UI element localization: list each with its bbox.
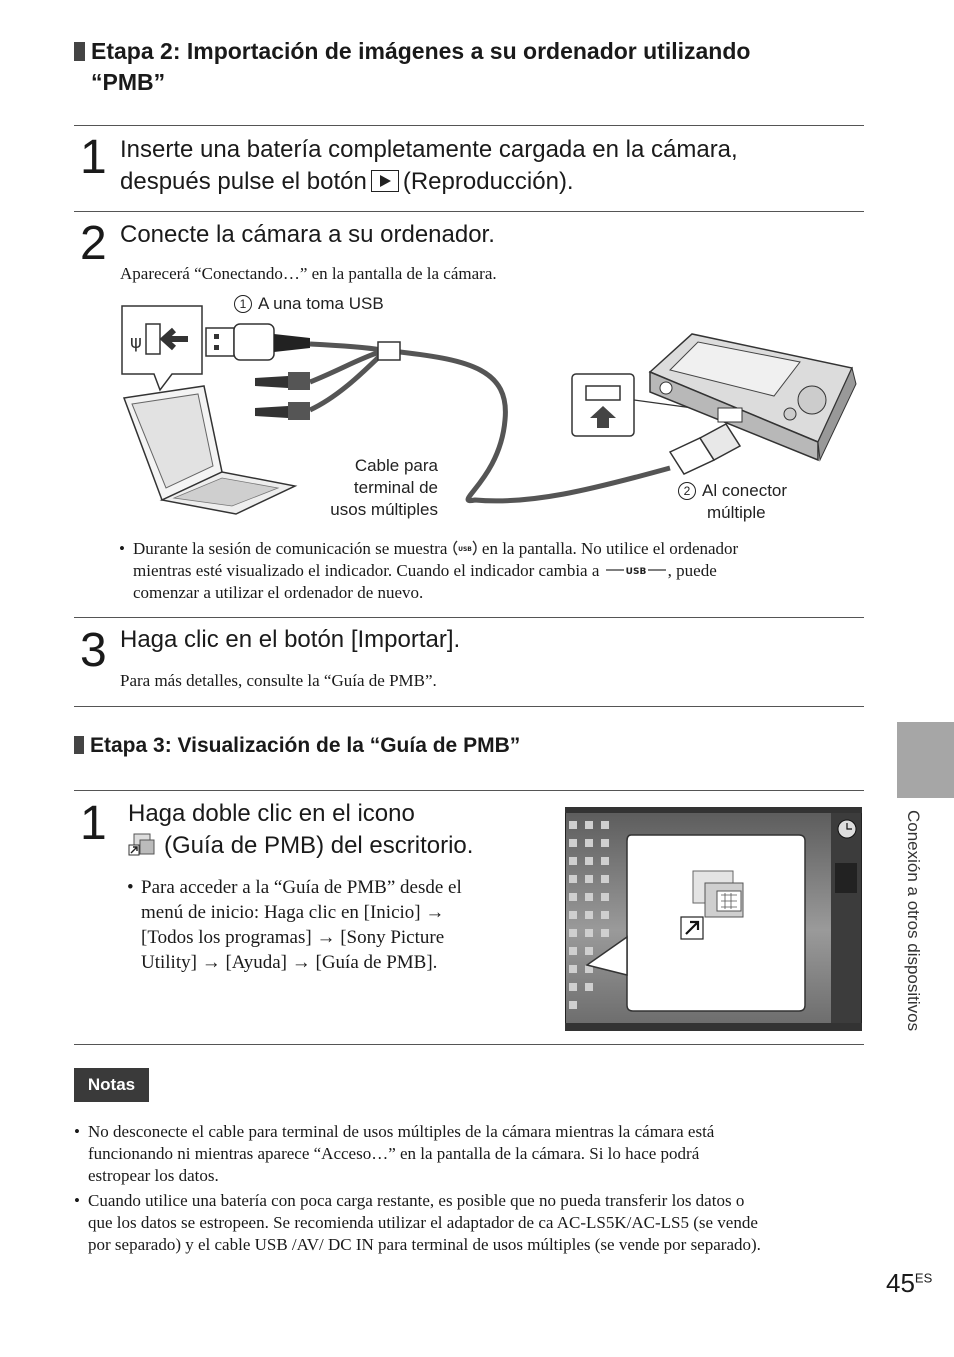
usb-plug bbox=[206, 324, 310, 360]
svg-text:ψ: ψ bbox=[130, 332, 142, 353]
connector-label: 2 Al conector múltiple bbox=[678, 480, 787, 524]
av-plugs bbox=[255, 372, 310, 420]
notes-label: Notas bbox=[74, 1068, 149, 1102]
step-title: Haga clic en el botón [Importar]. bbox=[120, 626, 461, 653]
svg-text:USB: USB bbox=[625, 567, 646, 577]
svg-text:USB: USB bbox=[457, 546, 472, 553]
step-number: 2 bbox=[80, 217, 107, 270]
step-number: 1 bbox=[80, 131, 107, 184]
step-description: Aparecerá “Conectando…” en la pantalla de la cámara. bbox=[120, 264, 497, 283]
start-menu-note: • Para acceder a la “Guía de PMB” desde el menú de inicio: Haga clic en [Inicio] → [Todos los programas] → [Sony Picture Utility] → [Ayuda] → [Guía de PMB]. bbox=[127, 877, 462, 973]
playback-button-icon bbox=[371, 170, 399, 192]
step-number: 3 bbox=[80, 624, 107, 677]
note-item: • No desconecte el cable para terminal de usos múltiples de la cámara mientras la cámara está funcionando ni mientras aparece “Acceso…” en la pantalla de la cámara. Si lo hace podrá estropear los datos. bbox=[74, 1122, 715, 1185]
step-number: 1 bbox=[80, 797, 107, 850]
sidebar-section-title: Conexión a otros dispositivos bbox=[904, 810, 923, 1032]
section-heading: Etapa 2: Importación de imágenes a su ordenador utilizando “PMB” bbox=[74, 36, 750, 98]
divider bbox=[74, 1044, 864, 1045]
usb-idle-icon bbox=[604, 563, 668, 577]
divider bbox=[74, 706, 864, 707]
laptop bbox=[124, 386, 295, 514]
divider bbox=[74, 211, 864, 212]
page-number: $45^{ES}$ bbox=[886, 1268, 933, 1298]
divider bbox=[74, 617, 864, 618]
multi-connector-plug bbox=[670, 424, 740, 474]
step-title: Conecte la cámara a su ordenador. bbox=[120, 221, 495, 248]
usb-callout bbox=[122, 306, 202, 390]
desktop-screenshot bbox=[565, 807, 862, 1031]
step-text: Inserte una batería completamente cargada en la cámara, después pulse el botón (Reproducción). bbox=[120, 136, 738, 195]
square-bullet-icon bbox=[74, 736, 84, 754]
communication-note: • Durante la sesión de comunicación se muestra USB en la pantalla. No utilice el ordenador mientras esté visualizado el indicador. Cuando el indicador cambia a USB , puede comenzar a utilizar el ordenador de nuevo. bbox=[119, 539, 739, 602]
camera bbox=[650, 334, 856, 460]
divider bbox=[74, 125, 864, 126]
square-bullet-icon bbox=[74, 42, 85, 61]
divider bbox=[74, 790, 864, 791]
note-item: • Cuando utilice una batería con poca carga restante, es posible que no pueda transferir los datos o que los datos se estropeen. Se recomienda utilizar el adaptador de ca AC-LS5K/AC-LS5 (se vende por separado) y el cable USB /AV/ DC IN para terminal de usos múltiples (se vende por separado). bbox=[74, 1191, 761, 1254]
camera-connection-illustration bbox=[110, 300, 870, 530]
section-heading: Etapa 3: Visualización de la “Guía de PMB” bbox=[74, 734, 520, 758]
usb-port-label: 1 A una toma USB bbox=[234, 293, 384, 315]
pmb-guide-icon bbox=[128, 832, 156, 856]
section-tab bbox=[897, 722, 954, 798]
usb-access-icon bbox=[452, 538, 478, 558]
step-description: Para más detalles, consulte la “Guía de PMB”. bbox=[120, 671, 437, 690]
cable-label: Cable para terminal de usos múltiples bbox=[330, 456, 438, 519]
step-text: Haga doble clic en el icono (Guía de PMB) del escritorio. bbox=[128, 800, 474, 859]
